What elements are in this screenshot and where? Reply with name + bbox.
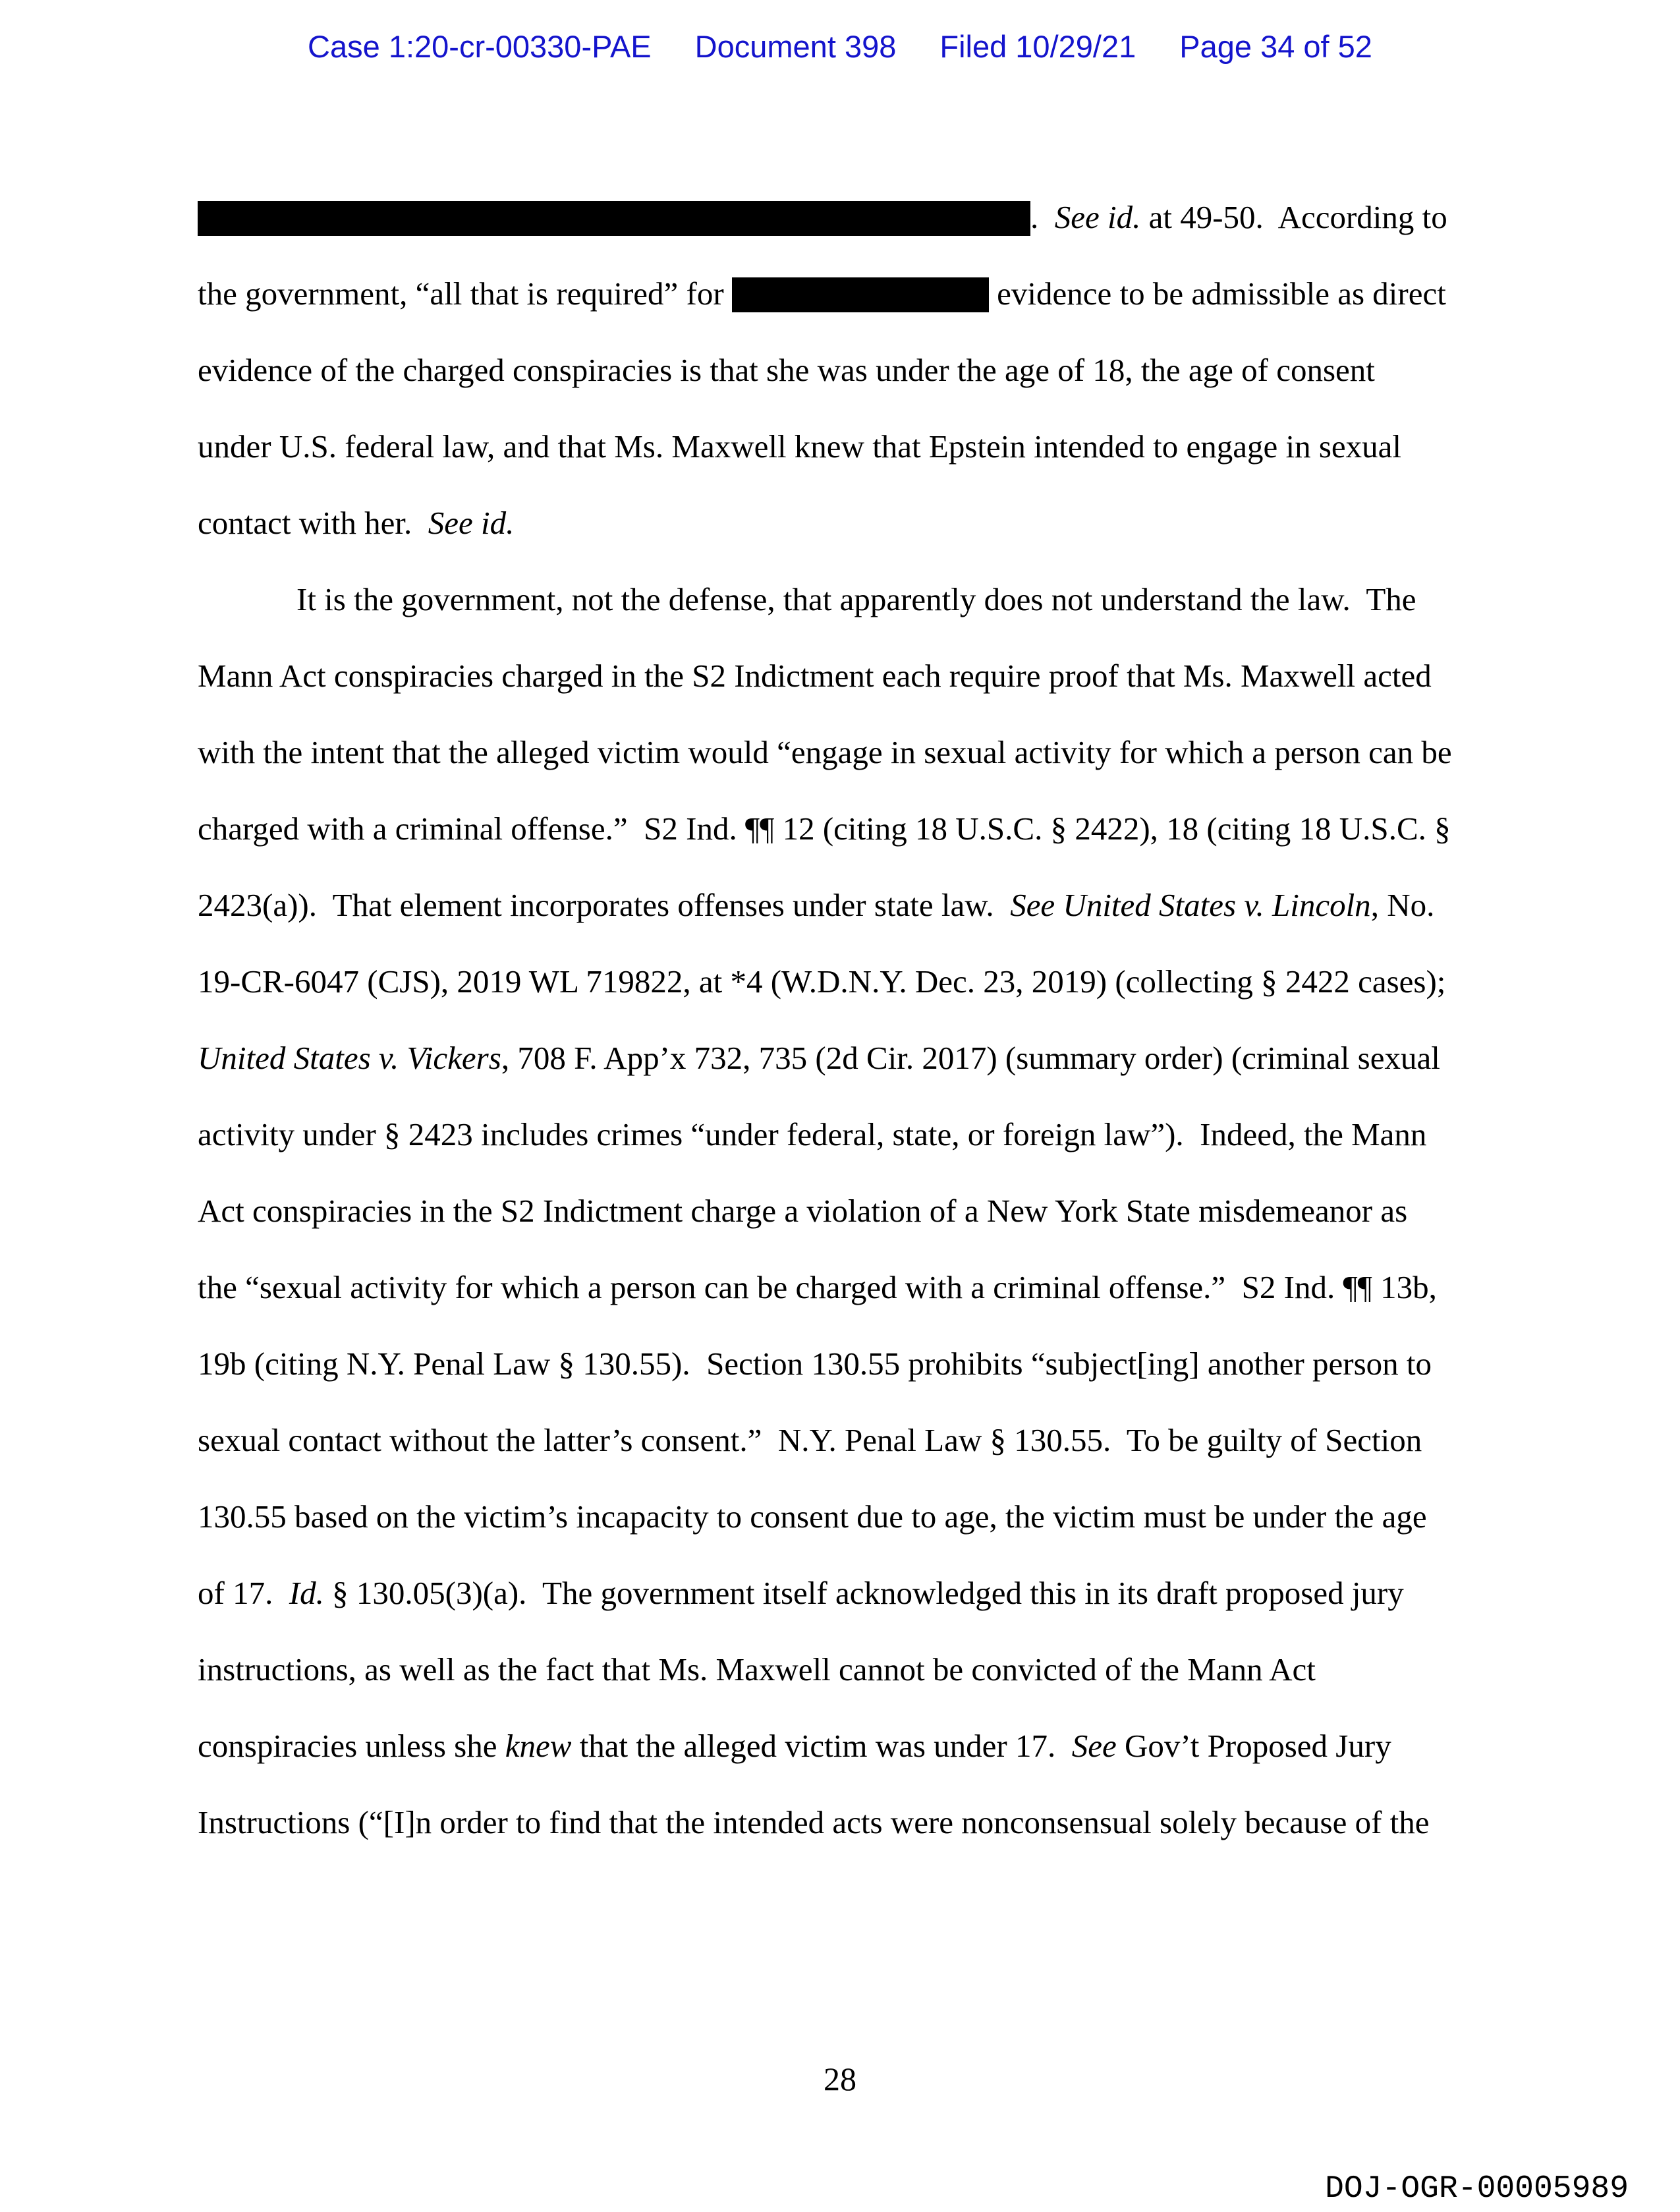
page-number: 28 <box>824 2060 856 2097</box>
text-line <box>198 1020 1502 1096</box>
text-segment: the “sexual activity for which a person can be charged with a criminal offense.” S2 Ind. ¶¶ 13b, <box>198 1269 1437 1305</box>
text-line <box>198 1784 1502 1861</box>
text-segment: United States v. Vickers <box>198 1040 501 1076</box>
text-segment: Id. <box>289 1575 324 1611</box>
paragraph <box>198 561 1502 1861</box>
text-segment: It is the government, not the defense, that apparently does not understand the law. The <box>296 581 1416 617</box>
text-segment: at 49-50. According to <box>1140 199 1447 235</box>
text-segment: See United States v. Lincoln <box>1010 887 1371 923</box>
case-header-filed: Filed 10/29/21 <box>939 29 1136 64</box>
text-line <box>198 561 1502 638</box>
document-body <box>198 179 1502 1861</box>
text-line <box>198 791 1502 867</box>
text-line <box>198 867 1502 944</box>
text-segment: , 708 F. App’x 732, 735 (2d Cir. 2017) (summary order) (criminal sexual <box>501 1040 1440 1076</box>
text-segment: Mann Act conspiracies charged in the S2 Indictment each require proof that Ms. Maxwell acted <box>198 658 1432 694</box>
text-line <box>198 1479 1502 1555</box>
text-segment: 19-CR-6047 (CJS), 2019 WL 719822, at *4 (W.D.N.Y. Dec. 23, 2019) (collecting § 2422 cases); <box>198 963 1446 1000</box>
redaction-bar <box>198 201 1030 236</box>
text-line <box>198 1708 1502 1784</box>
text-line <box>198 1631 1502 1708</box>
text-segment: knew <box>505 1728 572 1764</box>
text-line <box>198 332 1502 409</box>
text-segment: evidence of the charged conspiracies is that she was under the age of 18, the age of consent <box>198 352 1375 388</box>
paragraph <box>198 179 1502 561</box>
text-segment: § 130.05(3)(a). The government itself acknowledged this in its draft proposed jury <box>323 1575 1404 1611</box>
text-segment: Instructions (“[I]n order to find that the intended acts were nonconsensual solely because of the <box>198 1804 1430 1840</box>
text-segment: sexual contact without the latter’s consent.” N.Y. Penal Law § 130.55. To be guilty of Section <box>198 1422 1422 1458</box>
text-line <box>198 1326 1502 1402</box>
text-line <box>198 714 1502 791</box>
text-segment: See id. <box>428 505 515 541</box>
text-line <box>198 1249 1502 1326</box>
text-segment: charged with a criminal offense.” S2 Ind. ¶¶ 12 (citing 18 U.S.C. § 2422), 18 (citing 18 U.S.C. § <box>198 810 1451 847</box>
case-header <box>0 18 1680 75</box>
text-line <box>198 485 1502 561</box>
text-segment: , No. <box>1370 887 1435 923</box>
text-segment: 130.55 based on the victim’s incapacity to consent due to age, the victim must be under the age <box>198 1498 1427 1535</box>
redaction-bar <box>732 277 989 312</box>
text-segment: conspiracies unless she <box>198 1728 505 1764</box>
text-segment: that the alleged victim was under 17. <box>571 1728 1072 1764</box>
text-segment: 19b (citing N.Y. Penal Law § 130.55). Section 130.55 prohibits “subject[ing] another person to <box>198 1346 1432 1382</box>
text-segment: 2423(a)). That element incorporates offenses under state law. <box>198 887 1011 923</box>
text-segment: activity under § 2423 includes crimes “under federal, state, or foreign law”). Indeed, the Mann <box>198 1116 1427 1152</box>
text-line <box>198 1173 1502 1249</box>
text-segment: See <box>1071 1728 1117 1764</box>
text-line <box>198 1096 1502 1173</box>
case-header-case: Case 1:20-cr-00330-PAE <box>308 29 652 64</box>
text-segment: evidence to be admissible as direct <box>988 275 1446 312</box>
text-segment: with the intent that the alleged victim would “engage in sexual activity for which a person can be <box>198 734 1452 770</box>
text-segment: instructions, as well as the fact that Ms. Maxwell cannot be convicted of the Mann Act <box>198 1651 1316 1687</box>
text-line <box>198 179 1502 256</box>
text-segment: of 17. <box>198 1575 289 1611</box>
text-line <box>198 409 1502 485</box>
bates-number: DOJ-OGR-00005989 <box>1325 2171 1629 2207</box>
text-segment: . <box>1030 199 1055 235</box>
text-line <box>198 1555 1502 1631</box>
text-segment: See id. <box>1054 199 1141 235</box>
text-segment: Act conspiracies in the S2 Indictment charge a violation of a New York State misdemeanor as <box>198 1193 1408 1229</box>
text-line <box>198 1402 1502 1479</box>
case-header-page: Page 34 of 52 <box>1179 29 1372 64</box>
text-line <box>198 256 1502 332</box>
case-header-document: Document 398 <box>694 29 897 64</box>
text-line <box>198 944 1502 1020</box>
text-segment: the government, “all that is required” for <box>198 275 732 312</box>
text-line <box>198 638 1502 714</box>
text-segment: under U.S. federal law, and that Ms. Maxwell knew that Epstein intended to engage in sexual <box>198 428 1402 465</box>
text-segment: Gov’t Proposed Jury <box>1116 1728 1391 1764</box>
text-segment: contact with her. <box>198 505 428 541</box>
